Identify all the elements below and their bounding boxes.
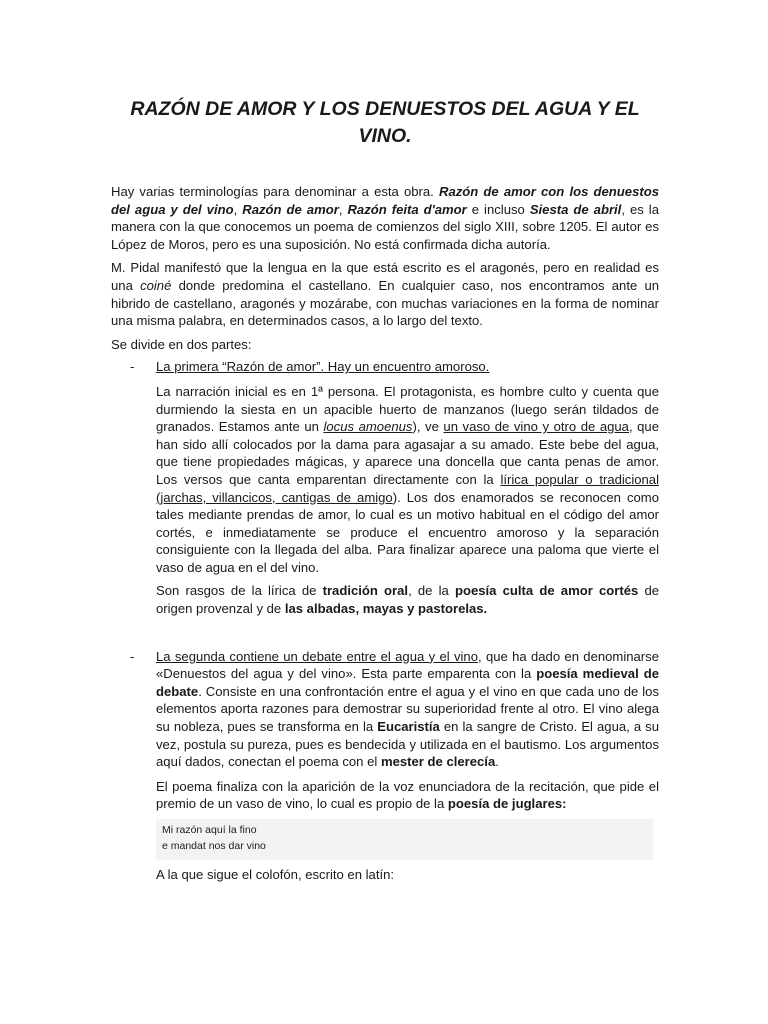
part-two-body	[111, 778, 659, 813]
part-one-body	[111, 383, 659, 618]
locus-amoenus-term: locus amoenus	[323, 419, 413, 435]
spacer	[111, 618, 659, 643]
part-one-heading: La primera “Razón de amor”. Hay un encuentro amoroso.	[156, 359, 490, 375]
text: M. Pidal manifestó que la lengua en la que está escrito es el aragonés, pero en realidad es una	[111, 260, 659, 293]
text: donde predomina el castellano. En cualquier caso, nos encontramos ante un hibrido de castellano, aragonés y mozárabe, con muchas variaciones en la forma de nominar una misma palabra, en determinados casos, a lo largo del texto.	[111, 277, 660, 329]
part-two-item	[111, 648, 659, 771]
bold-term: tradición oral	[322, 583, 409, 599]
part-one-traits	[156, 582, 659, 617]
italic-term: coiné	[140, 277, 172, 293]
text: .	[495, 754, 499, 770]
underlined-phrase: lírica popular o tradicional (jarchas, villancicos, cantigas de amigo	[156, 471, 659, 505]
title-line-1: RAZÓN DE AMOR Y LOS DENUESTOS DEL AGUA Y EL	[130, 98, 640, 120]
verse-quote	[156, 819, 653, 860]
text: , de la	[408, 583, 455, 599]
intro-paragraph	[111, 183, 659, 253]
text: que ha dado en denominarse «Denuestos del agua y del vino». Esta parte emparenta con la	[156, 648, 659, 682]
bold-term: poesía medieval de debate	[156, 666, 659, 699]
part-two-closing	[111, 866, 659, 884]
underlined-phrase: un vaso de vino y otro de agua,	[443, 419, 633, 435]
work-title-3: Razón feita d'amor	[347, 201, 467, 217]
parts-intro: Se divide en dos partes:	[111, 336, 252, 352]
text: de origen provenzal y de	[156, 583, 660, 617]
part-two-heading	[156, 648, 659, 771]
list-dash: -	[130, 359, 135, 375]
text: ,	[338, 201, 348, 217]
text: , es la manera con la que conocemos un poema de comienzos del siglo XIII, sobre 1205. El autor es López de Moros, pero es una suposición. No está confirmada dicha autoría.	[111, 201, 659, 252]
work-title-1: Razón de amor con los denuestos del agua y del vino	[111, 184, 659, 217]
text: ). Los dos enamorados se reconocen como tales mediante prendas de amor, lo cual es un motivo habitual en el código del amor cortés, e inmediatamente se produce el encuentro amoroso y la separación consiguiente con la llegada del alba. Para finalizar aparece una paloma que vierte el vaso de agua en el del vino.	[156, 489, 659, 575]
verse-line-2: e mandat nos dar vino	[162, 840, 266, 852]
colophon-intro: A la que sigue el colofón, escrito en latín:	[156, 867, 395, 882]
bold-term: las albadas, mayas y pastorelas.	[284, 601, 488, 617]
text: e incluso	[466, 201, 530, 217]
bold-term: poesía de juglares:	[447, 796, 567, 812]
text: El poema finaliza con la aparición de la voz enunciadora de la recitación, que pide el premio de un vaso de vino, lo cual es propio de la	[156, 778, 659, 812]
text: . Consiste en una confrontación entre el agua y el vino en que cada uno de los elementos aporta razones para demostrar su superioridad frente al otro. El vino alega su nobleza, pues se transforma en la	[156, 683, 659, 735]
bold-term: mester de clerecía	[380, 754, 496, 770]
work-title-2: Razón de amor	[242, 201, 339, 217]
text: ,	[233, 201, 243, 217]
part-one-item	[111, 358, 659, 376]
text: Son rasgos de la lírica de	[156, 583, 323, 599]
list-dash: -	[130, 648, 135, 664]
language-paragraph	[111, 259, 659, 329]
part-one-paragraph	[156, 383, 659, 577]
title-line-2: VINO.	[358, 125, 412, 147]
verse-line-1: Mi razón aquí la fino	[162, 824, 257, 836]
text: ), ve	[412, 419, 444, 435]
text: en la sangre de Cristo. El agua, a su vez, postula su pureza, pues es bendecida y utilizada en el bautismo. Los argumentos aquí dados, conectan el poema con el	[156, 719, 659, 770]
part-two-paragraph	[156, 778, 659, 813]
bold-term: poesía culta de amor cortés	[454, 583, 639, 599]
bold-term: Eucaristía	[377, 719, 440, 735]
text: Hay varias terminologías para denominar a esta obra.	[111, 184, 439, 199]
document-title	[111, 0, 659, 150]
underlined-phrase: La segunda contiene un debate entre el agua y el vino,	[156, 648, 482, 664]
text: que han sido allí colocados por la dama para agasajar a su amado. Este bebe del agua, que tiene propiedades mágicas, y aparece una doncella que canta penas de amor. Los versos que canta emparentan directamente con la	[156, 419, 659, 487]
work-title-4: Siesta de abril	[529, 201, 622, 217]
text: La narración inicial es en 1ª persona. El protagonista, es hombre culto y cuenta que durmiendo la siesta en un apacible huerto de manzanos (luego serán tildados de granados. Estamos ante un	[156, 383, 659, 435]
